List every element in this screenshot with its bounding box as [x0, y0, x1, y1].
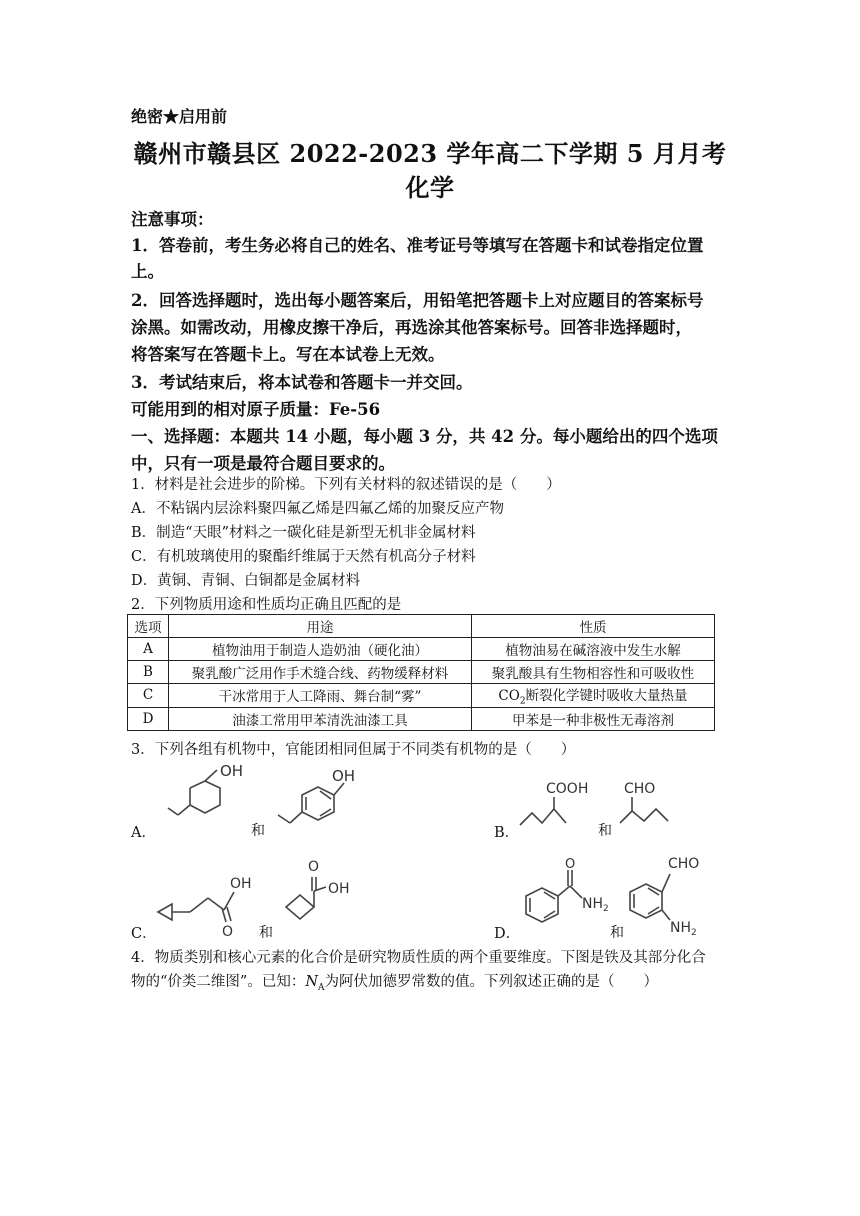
note-2-line-1: 2．回答选择题时，选出每小题答案后，用铅笔把答题卡上对应题目的答案标号: [131, 291, 704, 310]
cho-label: CHO: [624, 781, 656, 797]
q3-c-structure-2: [270, 855, 370, 935]
table-cell: A: [128, 638, 169, 661]
q2-stem: 2．下列物质用途和性质均正确且匹配的是: [131, 597, 402, 613]
co2-subscript: 2: [519, 696, 526, 707]
table-cell: D: [128, 707, 169, 730]
q3-c-structure-1: [150, 860, 260, 940]
secret-label: 绝密★启用前: [131, 107, 228, 126]
atomic-mass-note: 可能用到的相对原子质量：Fe-56: [131, 400, 381, 419]
q2-table: [127, 614, 715, 731]
table-cell: 干冰常用于人工降雨、舞台制“雾”: [169, 684, 472, 708]
table-cell: 甲苯是一种非极性无毒溶剂: [472, 707, 715, 730]
q3-option-d-letter: D．: [494, 926, 521, 942]
na-subscript: A: [318, 982, 325, 993]
nh-label: NH: [670, 920, 691, 936]
table-cell: 聚乳酸具有生物相容性和可吸收性: [472, 661, 715, 684]
table-row: [128, 661, 715, 684]
q1-option-b: B．制造“天眼”材料之一碳化硅是新型无机非金属材料: [131, 525, 476, 541]
table-row: [128, 707, 715, 730]
q4-line-2: [131, 970, 658, 993]
subject-title: 化学: [405, 173, 455, 202]
table-cell: 植物油易在碱溶液中发生水解: [472, 638, 715, 661]
q3-c-and: 和: [259, 925, 273, 941]
oh-label: OH: [220, 762, 244, 780]
nh2-label: [582, 896, 609, 914]
o-label: O: [222, 924, 234, 940]
note-2-line-2: 涂黑。如需改动，用橡皮擦干净后，再选涂其他答案标号。回答非选择题时，: [131, 318, 692, 337]
q1-stem: 1．材料是社会进步的阶梯。下列有关材料的叙述错误的是（ ）: [131, 477, 561, 493]
cooh-label: COOH: [546, 781, 589, 797]
q3-d-structure-1: [512, 858, 612, 938]
q3-a-and: 和: [251, 823, 265, 839]
q3-option-c-letter: C．: [131, 926, 157, 942]
q3-a-structure-1: [150, 760, 250, 835]
section-heading-line-1: 一、选择题：本题共 14 小题，每小题 3 分，共 42 分。每小题给出的四个选项: [131, 427, 718, 446]
nh2-label: [670, 920, 697, 937]
q3-stem: 3．下列各组有机物中，官能团相同但属于不同类有机物的是（ ）: [131, 742, 576, 758]
table-cell: C: [128, 684, 169, 708]
o-label: O: [308, 859, 320, 875]
table-cell: 植物油用于制造人造奶油（硬化油）: [169, 638, 472, 661]
q3-a-structure-2: [262, 765, 362, 840]
nh-label: NH: [582, 896, 603, 912]
table-row: [128, 638, 715, 661]
q3-b-structure-1: [512, 775, 612, 835]
co2-formula: CO: [498, 688, 520, 704]
nh-subscript: 2: [603, 904, 609, 914]
o-label: O: [565, 858, 576, 872]
note-1-line-2: 上。: [131, 262, 164, 281]
q4-line-2-start: 物的“价类二维图”。已知：: [131, 974, 306, 990]
q3-option-a-letter: A．: [131, 825, 156, 841]
header-cell-use: 用途: [169, 615, 472, 638]
q3-d-and: 和: [610, 925, 624, 941]
q4-line-2-end: 为阿伏加德罗常数的值。下列叙述正确的是（ ）: [324, 974, 659, 990]
cho-label: CHO: [668, 856, 700, 872]
oh-label: OH: [328, 881, 350, 897]
section-heading-line-2: 中，只有一项是最符合题目要求的。: [131, 454, 395, 473]
q4-line-1: 4．物质类别和核心元素的化合价是研究物质性质的两个重要维度。下图是铁及其部分化合: [131, 950, 706, 966]
note-1-line-1: 1．答卷前，考生务必将自己的姓名、准考证号等填写在答题卡和试卷指定位置: [131, 236, 704, 255]
table-cell: B: [128, 661, 169, 684]
exam-title: 赣州市赣县区 2022-2023 学年高二下学期 5 月月考: [133, 139, 727, 168]
table-cell: 聚乳酸广泛用作手术缝合线、药物缓释材料: [169, 661, 472, 684]
table-cell-text: 断裂化学键时吸收大量热量: [525, 688, 688, 704]
table-cell: 油漆工常用甲苯清洗油漆工具: [169, 707, 472, 730]
table-cell: [472, 684, 715, 708]
q1-option-d: D．黄铜、青铜、白铜都是金属材料: [131, 573, 361, 589]
note-3: 3．考试结束后，将本试卷和答题卡一并交回。: [131, 373, 473, 392]
q1-option-c: C．有机玻璃使用的聚酯纤维属于天然有机高分子材料: [131, 549, 476, 565]
q3-b-structure-2: [614, 775, 704, 835]
q3-b-and: 和: [598, 823, 612, 839]
na-symbol: N: [305, 974, 319, 990]
header-cell-property: 性质: [472, 615, 715, 638]
oh-label: OH: [230, 876, 252, 892]
table-row: [128, 684, 715, 708]
q1-option-a: A．不粘锅内层涂料聚四氟乙烯是四氟乙烯的加聚反应产物: [131, 501, 504, 517]
note-2-line-3: 将答案写在答题卡上。写在本试卷上无效。: [131, 345, 445, 364]
q3-d-structure-2: [622, 852, 712, 937]
oh-label: OH: [332, 767, 356, 785]
nh-subscript: 2: [691, 928, 697, 937]
q3-option-b-letter: B．: [494, 825, 520, 841]
notes-heading: 注意事项：: [131, 210, 214, 229]
header-cell-option: 选项: [128, 615, 169, 638]
table-header-row: [128, 615, 715, 638]
